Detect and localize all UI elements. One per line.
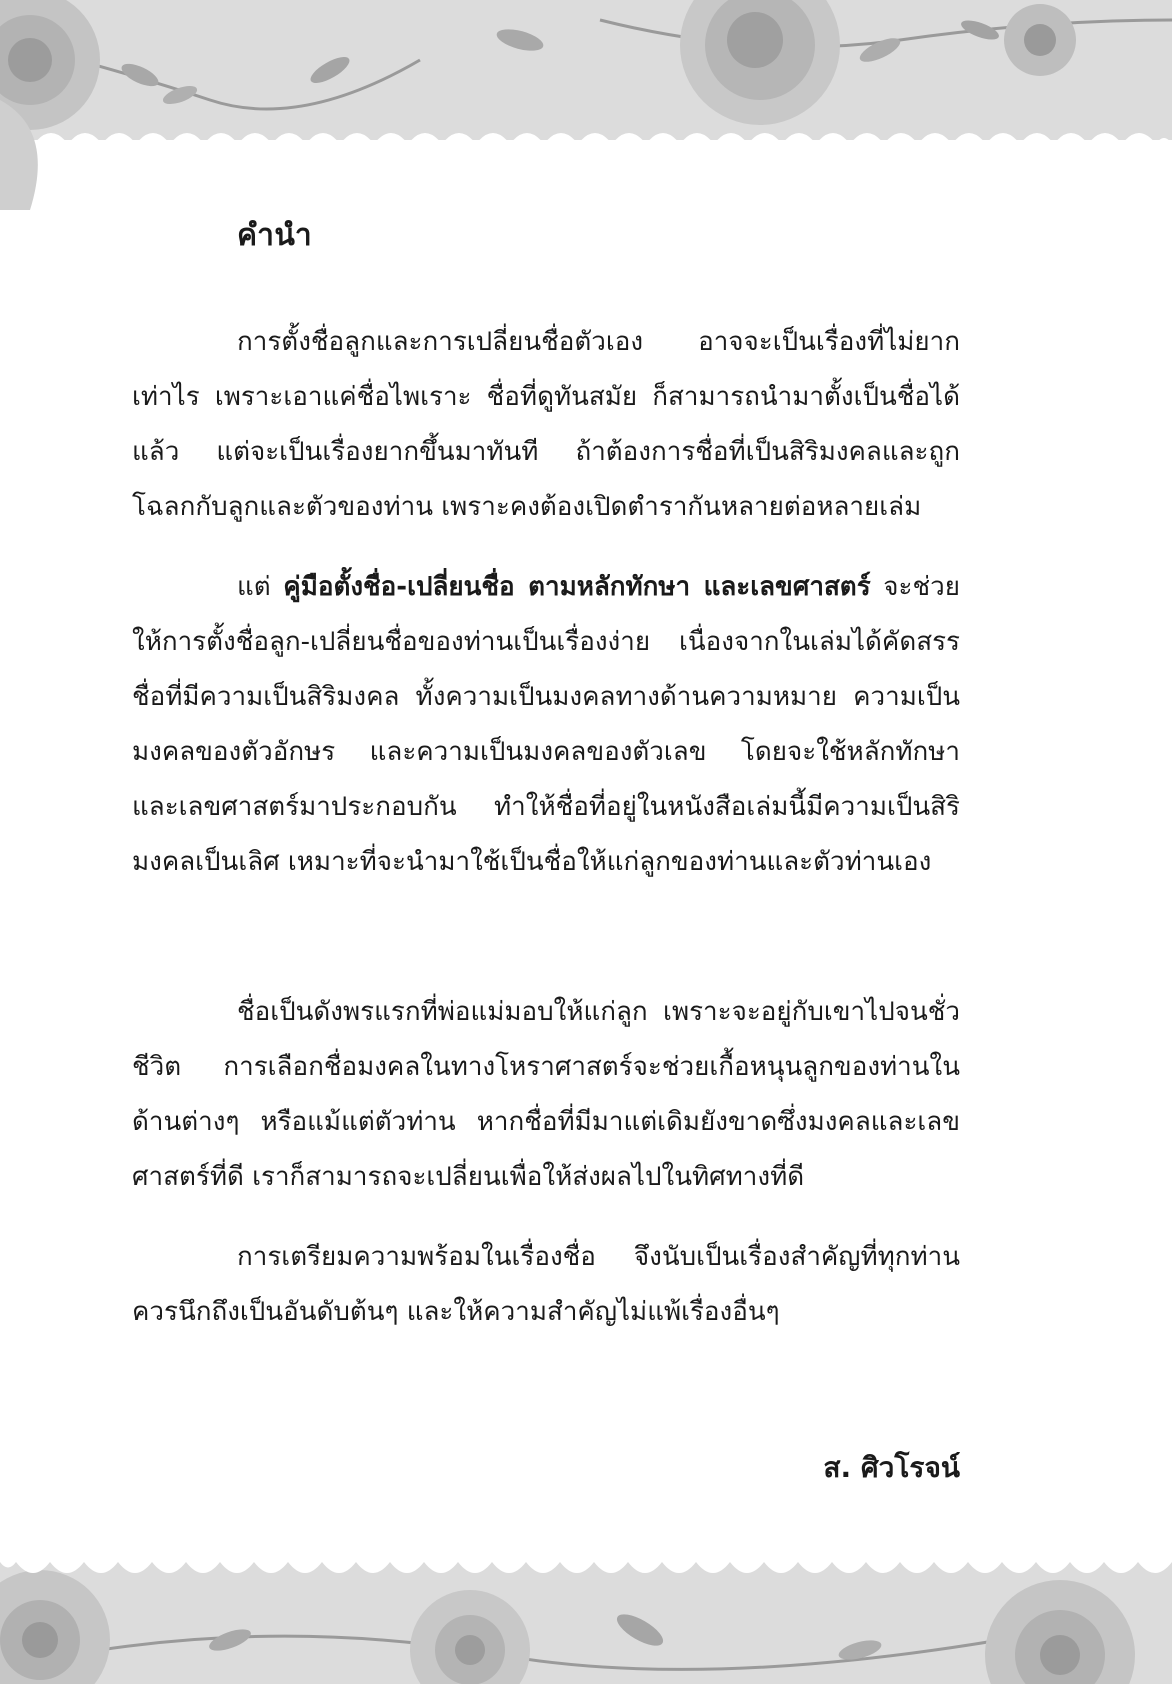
bottom-decorative-band — [0, 1560, 1172, 1684]
paragraph-4-text: การเตรียมความพร้อมในเรื่องชื่อ จึงนับเป็นเรื่องสำคัญที่ทุกท่านควรนึกถึงเป็นอันดับต้นๆ และให้ความสำคัญไม่แพ้เรื่องอื่นๆ — [132, 1242, 960, 1327]
book-title-bold: คู่มือตั้งชื่อ-เปลี่ยนชื่อ ตามหลักทักษา และเลขศาสตร์ — [283, 572, 871, 602]
page-title: คำนำ — [237, 218, 313, 253]
author-signature: ส. ศิวโรจน์ — [823, 1451, 960, 1484]
top-decorative-band — [0, 0, 1172, 140]
floral-border-top-image — [0, 0, 1172, 140]
paragraph-3 — [132, 985, 960, 1205]
corner-rose-image — [0, 100, 60, 210]
paragraph-3-text: ชื่อเป็นดังพรแรกที่พ่อแม่มอบให้แก่ลูก เพราะจะอยู่กับเขาไปจนชั่วชีวิต การเลือกชื่อมงคลในทางโหราศาสตร์จะช่วยเกื้อหนุนลูกของท่านในด้านต่างๆ หรือแม้แต่ตัวท่าน หากชื่อที่มีมาแต่เดิมยังขาดซึ่งมงคลและเลขศาสตร์ที่ดี เราก็สามารถจะเปลี่ยนเพื่อให้ส่งผลไปในทิศทางที่ดี — [132, 997, 960, 1192]
paragraph-1 — [132, 315, 960, 535]
paragraph-1-text: การตั้งชื่อลูกและการเปลี่ยนชื่อตัวเอง อาจจะเป็นเรื่องที่ไม่ยาก เท่าไร เพราะเอาแค่ชื่อไพเราะ ชื่อที่ดูทันสมัย ก็สามารถนำมาตั้งเป็นชื่อได้แล้ว แต่จะเป็นเรื่องยากขึ้นมาทันที ถ้าต้องการชื่อที่เป็นสิริมงคลและถูกโฉลกกับลูกและตัวของท่าน เพราะคงต้องเปิดตำรากันหลายต่อหลายเล่ม — [132, 327, 960, 522]
scallop-edge-bottom — [0, 1560, 1172, 1584]
paragraph-4 — [132, 1230, 960, 1340]
paragraph-2-text: จะช่วยให้การตั้งชื่อลูก-เปลี่ยนชื่อของท่านเป็นเรื่องง่าย เนื่องจากในเล่มได้คัดสรรชื่อที่มีความเป็นสิริมงคล ทั้งความเป็นมงคลทางด้านความหมาย ความเป็นมงคลของตัวอักษร และความเป็นมงคลของตัวเลข โดยจะใช้หลักทักษา และเลขศาสตร์มาประกอบกัน ทำให้ชื่อที่อยู่ในหนังสือเล่มนี้มีความเป็นสิริมงคลเป็นเลิศ เหมาะที่จะนำมาใช้เป็นชื่อให้แก่ลูกของท่านและตัวท่านเอง — [132, 572, 960, 877]
paragraph-2-lead: แต่ — [237, 572, 284, 602]
scallop-edge-top — [0, 122, 1172, 140]
paragraph-2 — [132, 560, 960, 890]
